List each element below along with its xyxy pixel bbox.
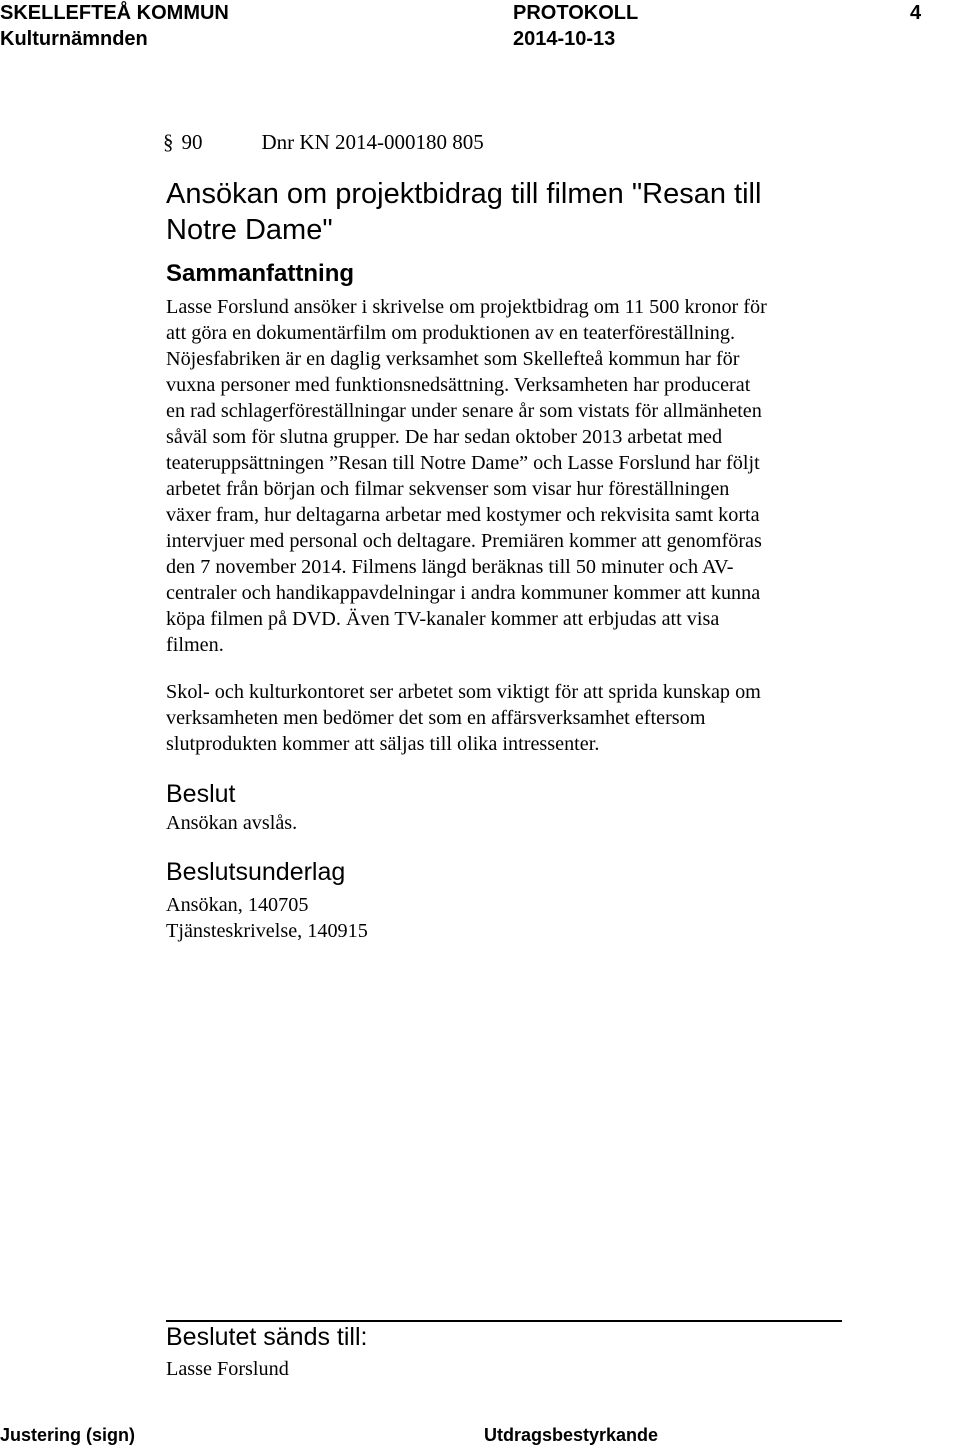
basis-list bbox=[166, 892, 866, 944]
paragraph-line: Skol- och kulturkontoret ser arbetet som viktigt för att sprida kunskap om bbox=[166, 681, 761, 703]
paragraph-line: centraler och handikappavdelningar i andra kommuner kommer att kunna bbox=[166, 582, 761, 604]
paragraph-line: att göra en dokumentärfilm om produktionen av en teaterföreställning. bbox=[166, 322, 735, 344]
decision-heading: Beslut bbox=[166, 780, 236, 808]
sent-to-heading: Beslutet sänds till: bbox=[166, 1323, 368, 1351]
page-number: 4 bbox=[910, 2, 922, 24]
sent-to-recipient: Lasse Forslund bbox=[166, 1358, 289, 1380]
title-line: Notre Dame" bbox=[166, 214, 333, 246]
basis-heading: Beslutsunderlag bbox=[166, 858, 346, 886]
footer-utdragsbestyrkande: Utdragsbestyrkande bbox=[484, 1425, 659, 1445]
paragraph-line: vuxna personer med funktionsnedsättning. Verksamheten har producerat bbox=[166, 374, 751, 396]
paragraph-line: växer fram, hur deltagarna arbetar med kostymer och rekvisita samt korta bbox=[166, 504, 760, 526]
title-line: Ansökan om projektbidrag till filmen "Resan till bbox=[166, 178, 762, 210]
paragraph-line: Nöjesfabriken är en daglig verksamhet som Skellefteå kommun har för bbox=[166, 348, 740, 370]
section-symbol: § bbox=[163, 130, 174, 154]
decision-text: Ansökan avslås. bbox=[166, 812, 298, 834]
paragraph-line: verksamheten men bedömer det som en affärsverksamhet eftersom bbox=[166, 707, 706, 729]
paragraph-line: teateruppsättningen ”Resan till Notre Dame” och Lasse Forslund har följt bbox=[166, 452, 760, 474]
section-number: 90 bbox=[181, 130, 203, 154]
paragraph-line: köpa filmen på DVD. Även TV-kanaler kommer att erbjudas att visa bbox=[166, 608, 720, 630]
paragraph-line: Lasse Forslund ansöker i skrivelse om projektbidrag om 11 500 kronor för bbox=[166, 296, 767, 318]
document-title bbox=[166, 176, 886, 248]
paragraph-line: filmen. bbox=[166, 634, 224, 656]
board-name: Kulturnämnden bbox=[0, 28, 148, 50]
summary-paragraph-1 bbox=[166, 294, 866, 658]
org-name: SKELLEFTEÅ KOMMUN bbox=[0, 2, 229, 24]
footer-justering: Justering (sign) bbox=[0, 1425, 136, 1445]
paragraph-line: arbetet från början och filmar sekvenser som visar hur föreställningen bbox=[166, 478, 730, 500]
summary-heading: Sammanfattning bbox=[166, 260, 355, 287]
doc-type: PROTOKOLL bbox=[513, 2, 639, 24]
meeting-date: 2014-10-13 bbox=[513, 28, 616, 50]
paragraph-line: såväl som för slutna grupper. De har sedan oktober 2013 arbetat med bbox=[166, 426, 723, 448]
section-line bbox=[163, 128, 484, 156]
paragraph-line: en rad schlagerföreställningar under senare år som vistats för allmänheten bbox=[166, 400, 762, 422]
basis-item: Ansökan, 140705 bbox=[166, 894, 309, 916]
paragraph-line: den 7 november 2014. Filmens längd beräknas till 50 minuter och AV- bbox=[166, 556, 734, 578]
summary-paragraph-2 bbox=[166, 679, 866, 757]
basis-item: Tjänsteskrivelse, 140915 bbox=[166, 920, 368, 942]
dnr: Dnr KN 2014-000180 805 bbox=[261, 130, 484, 154]
paragraph-line: intervjuer med personal och deltagare. Premiären kommer att genomföras bbox=[166, 530, 762, 552]
paragraph-line: slutprodukten kommer att säljas till olika intressenter. bbox=[166, 733, 600, 755]
